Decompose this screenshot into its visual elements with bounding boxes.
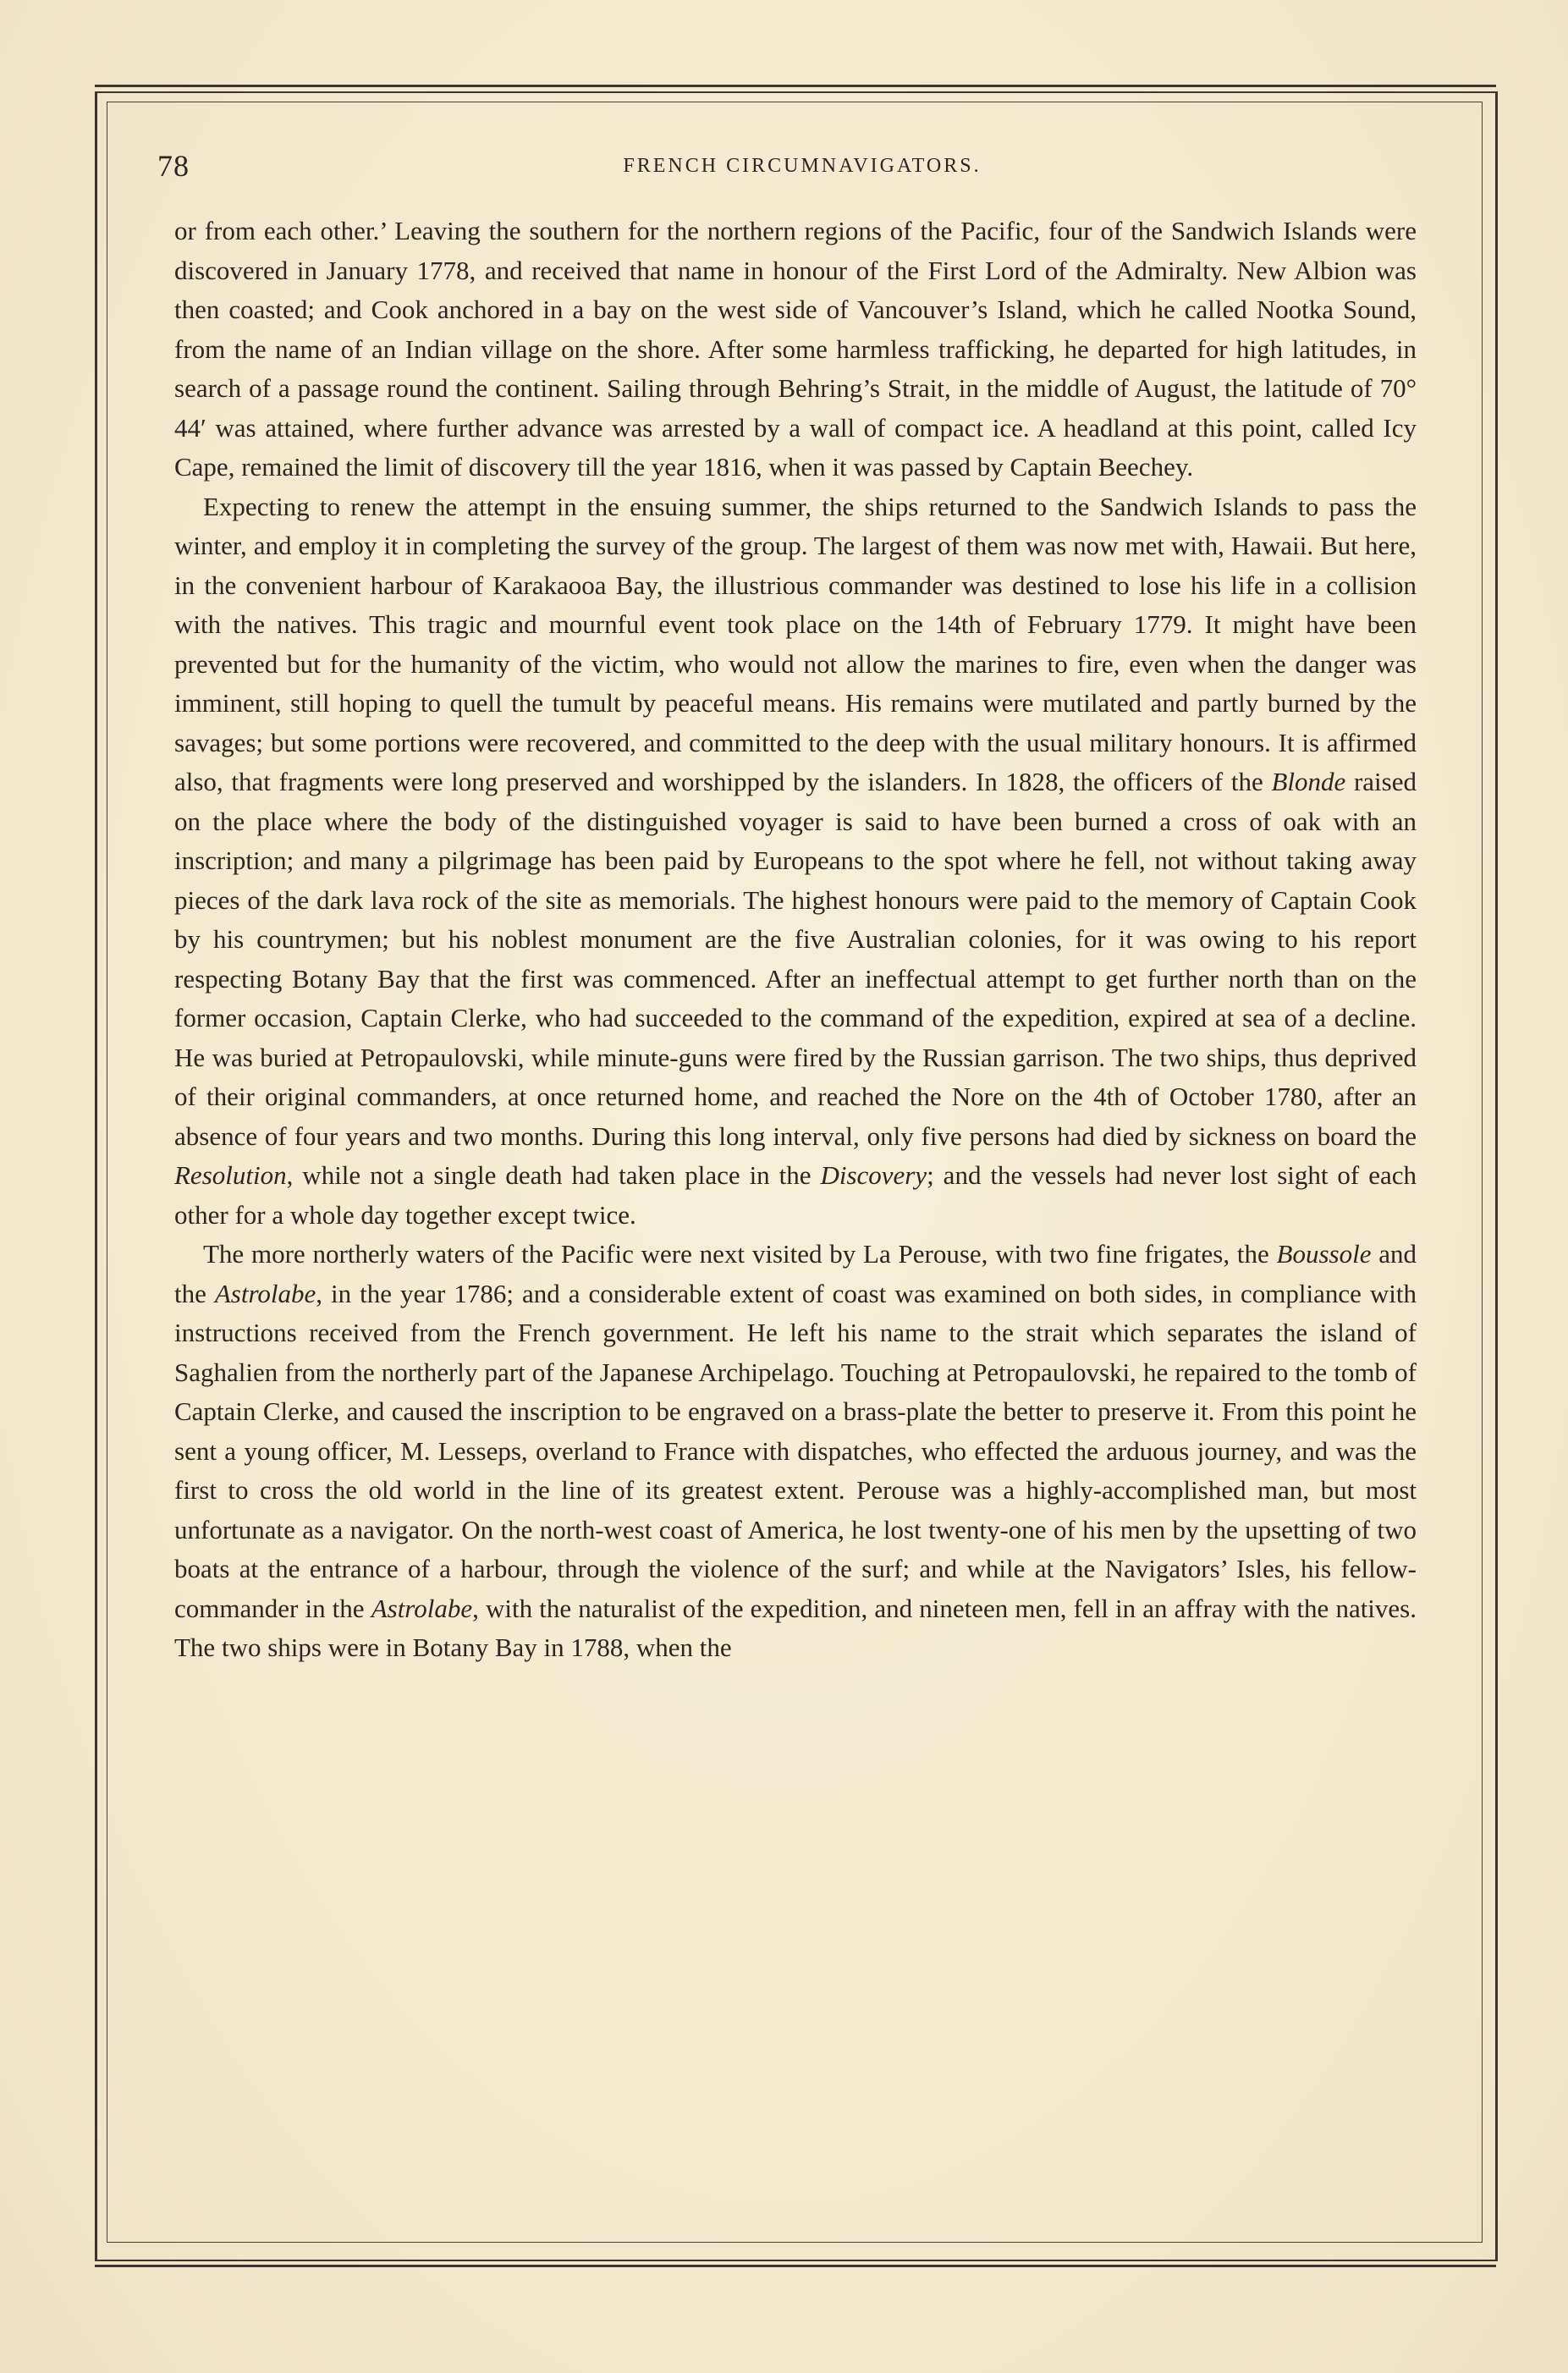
text-run: or from each other.’ Leaving the southern for the northern regions of the Pacific, four of the Sandwich Islands were discovered in January 1778, and received that name in honour of the First Lord of the Admiralty. New Albion was then coasted; and Cook anchored in a bay on the west side of Vancouver’s Island, which he called Nootka Sound, from the name of an Indian village on the shore. After some harmless trafficking, he departed for high latitudes, in search of a passage round the continent. Sailing through Behring’s Strait, in the middle of August, the latitude of 70° 44′ was attained, where further advance was arrested by a wall of compact ice. A headland at this point, called Icy Cape, remained the limit of discovery till the year 1816, when it was passed by Captain Beechey. — [174, 216, 1417, 482]
text-run: The more northerly waters of the Pacific were next visited by La Perouse, with two fine frigates, the — [203, 1239, 1277, 1269]
text-run: , while not a single death had taken place in the — [286, 1160, 821, 1190]
italic-title: Discovery — [820, 1160, 927, 1190]
top-rule — [95, 85, 1496, 87]
text-run: Expecting to renew the attempt in the ensuing summer, the ships returned to the Sandwich Islands to pass the winter, and employ it in completing the survey of the group. The largest of them was now met with, Hawaii. But here, in the convenient harbour of Karakaooa Bay, the illustrious commander was destined to lose his life in a collision with the natives. This tragic and mournful event took place on the 14th of February 1779. It might have been prevented but for the humanity of the victim, who would not allow the marines to fire, even when the danger was imminent, still hoping to quell the tumult by peaceful means. His remains were mutilated and partly burned by the savages; but some portions were recovered, and committed to the deep with the usual military honours. It is affirmed also, that fragments were long preserved and worshipped by the islanders. In 1828, the officers of the — [174, 491, 1417, 796]
running-head: FRENCH CIRCUMNAVIGATORS. — [623, 155, 982, 177]
page-header — [157, 148, 1447, 190]
italic-title: Astrolabe — [214, 1278, 316, 1308]
text-run: , with the naturalist of the expedition, and nineteen men, fell in an affray with the natives. The two ships were in Botany Bay in 1788, when the — [174, 1593, 1417, 1662]
italic-title: Resolution — [174, 1160, 287, 1190]
text-run: ; and the vessels had never lost sight of each other for a whole day together except twice. — [174, 1160, 1417, 1230]
page-number: 78 — [157, 149, 190, 183]
paragraph — [174, 487, 1417, 1236]
text-run: and the — [174, 1239, 1417, 1308]
bottom-rule — [95, 2265, 1496, 2267]
text-run: raised on the place where the body of the distinguished voyager is said to have been burned a cross of oak with an inscription; and many a pilgrimage has been paid by Europeans to the spot where he fell, not without taking away pieces of the dark lava rock of the site as memorials. The highest honours were paid to the memory of Captain Cook by his countrymen; but his noblest monument are the five Australian colonies, for it was owing to his report respecting Botany Bay that the first was commenced. After an ineffectual attempt to get further north than on the former occasion, Captain Clerke, who had succeeded to the command of the expedition, expired at sea of a decline. He was buried at Petropaulovski, while minute-guns were fired by the Russian garrison. The two ships, thus deprived of their original commanders, at once returned home, and reached the Nore on the 4th of October 1780, after an absence of four years and two months. During this long interval, only five persons had died by sickness on board the — [174, 767, 1417, 1151]
italic-title: Boussole — [1276, 1239, 1372, 1269]
body-text — [174, 212, 1417, 1668]
paragraph — [174, 212, 1417, 487]
paragraph — [174, 1235, 1417, 1668]
italic-title: Astrolabe — [371, 1593, 473, 1623]
italic-title: Blonde — [1271, 767, 1346, 796]
text-run: , in the year 1786; and a considerable extent of coast was examined on both sides, in compliance with instructions received from the French government. He left his name to the strait which separates the island of Saghalien from the northerly part of the Japanese Archipelago. Touching at Petropaulovski, he repaired to the tomb of Captain Clerke, and caused the inscription to be engraved on a brass-plate the better to preserve it. From this point he sent a young officer, M. Lesseps, overland to France with dispatches, who effected the arduous journey, and was the first to cross the old world in the line of its greatest extent. Perouse was a highly-accomplished man, but most unfortunate as a navigator. On the north-west coast of America, he lost twenty-one of his men by the upsetting of two boats at the entrance of a harbour, through the violence of the surf; and while at the Navigators’ Isles, his fellow-commander in the — [174, 1278, 1417, 1623]
